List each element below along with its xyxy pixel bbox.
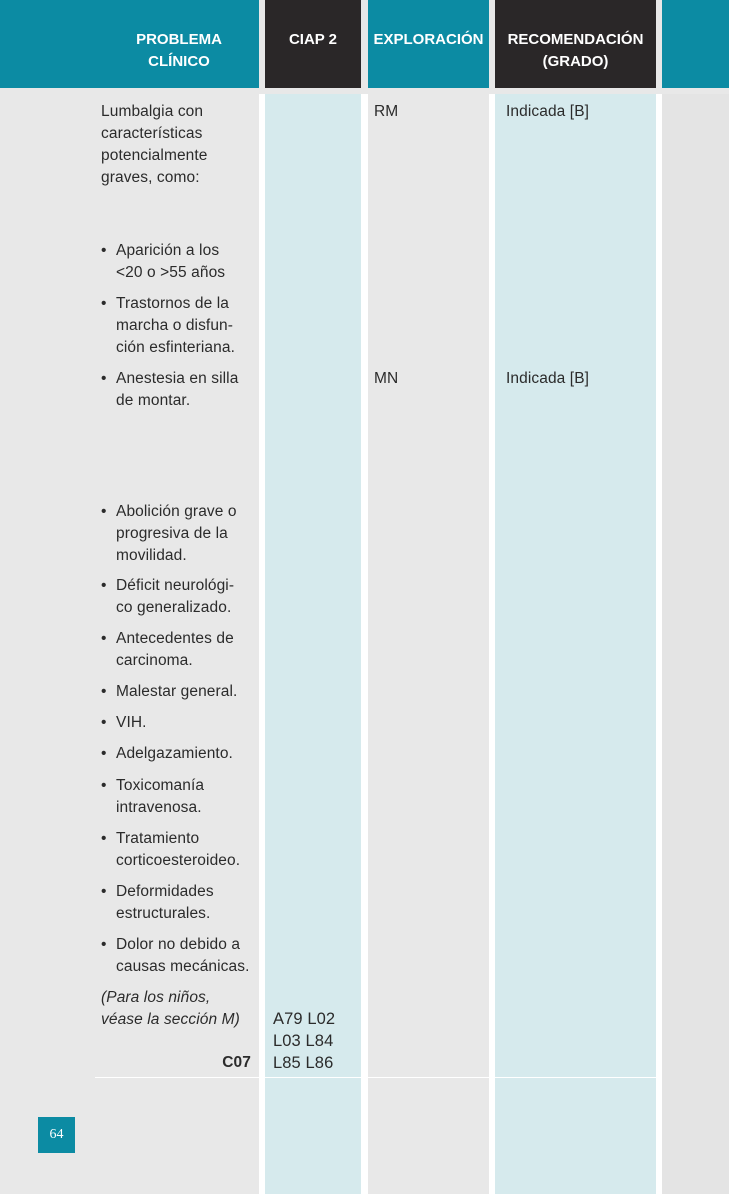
bullet-line: Trastornos de la: [116, 295, 230, 312]
section-code: C07: [222, 1054, 251, 1071]
bullet-line: Toxicomanía: [116, 777, 205, 794]
bullet-item: [101, 628, 261, 672]
bullet-dot: •: [101, 295, 107, 312]
right-edge-column: [662, 94, 729, 1194]
bullet-line: Antecedentes de: [116, 630, 234, 647]
bullet-line: ción esfinteriana.: [116, 339, 235, 356]
bullet-line: causas mecánicas.: [116, 958, 250, 975]
header-exploracion: [368, 0, 489, 88]
ciap-code-line: L03 L84: [273, 1032, 334, 1050]
bullet-line: Abolición grave o: [116, 503, 237, 520]
ciap-codes: [273, 1008, 359, 1074]
bullet-line: Malestar general.: [116, 683, 238, 700]
exploracion-mn: MN: [374, 370, 399, 387]
header-right-edge: [662, 0, 729, 88]
header-recomendacion-line1: RECOMENDACIÓN: [507, 31, 644, 48]
bullet-line: co generalizado.: [116, 599, 232, 616]
bullet-line: corticoesteroideo.: [116, 852, 241, 869]
bullet-item: [101, 501, 261, 567]
column-divider: [361, 94, 368, 1194]
recomendacion-column: [495, 94, 656, 1194]
bullet-item: [101, 775, 261, 819]
bullet-item: [101, 828, 261, 872]
intro-line: potencialmente: [101, 147, 208, 164]
header-ciap-label: CIAP 2: [288, 31, 338, 48]
recomendacion-rm: Indicada [B]: [506, 103, 590, 120]
bullet-item: [101, 368, 261, 412]
bullet-line: marcha o disfun-: [116, 317, 234, 334]
bullet-line: estructurales.: [116, 905, 211, 922]
bullet-line: movilidad.: [116, 547, 187, 564]
header-recomendacion: [495, 0, 656, 88]
bullet-line: carcinoma.: [116, 652, 193, 669]
column-divider: [489, 94, 495, 1194]
ciap-code-line: L85 L86: [273, 1054, 334, 1072]
note-line: véase la sección M): [101, 1011, 240, 1028]
recomendacion-mn: Indicada [B]: [506, 370, 590, 387]
bullet-line: Deformidades: [116, 883, 214, 900]
header-problema-line1: PROBLEMA: [136, 31, 222, 48]
bullet-dot: •: [101, 503, 107, 520]
bullet-item: [101, 712, 261, 734]
page-number-badge: 64: [38, 1117, 75, 1153]
bullet-line: <20 o >55 años: [116, 264, 226, 281]
bullet-dot: •: [101, 370, 107, 387]
intro-line: características: [101, 125, 203, 142]
header-problema-clinico: [0, 0, 259, 88]
exploracion-rm: RM: [374, 103, 399, 120]
header-exploracion-label: EXPLORACIÓN: [373, 31, 484, 48]
header-ciap: [265, 0, 361, 88]
bullet-dot: •: [101, 830, 107, 847]
bullet-dot: •: [101, 745, 107, 762]
children-note: [101, 987, 261, 1031]
bullet-line: Tratamiento: [116, 830, 200, 847]
bullet-dot: •: [101, 714, 107, 731]
bullet-item: [101, 240, 261, 284]
note-line: (Para los niños,: [101, 989, 211, 1006]
problem-intro: [101, 101, 261, 189]
bullet-line: Adelgazamiento.: [116, 745, 233, 762]
bullet-item: [101, 881, 261, 925]
column-divider: [656, 94, 662, 1194]
bullet-line: Aparición a los: [116, 242, 220, 259]
bullet-line: Anestesia en silla: [116, 370, 239, 387]
bullet-dot: •: [101, 936, 107, 953]
bullet-line: Dolor no debido a: [116, 936, 241, 953]
bullet-line: Déficit neurológi-: [116, 577, 235, 594]
bullet-dot: •: [101, 630, 107, 647]
bullet-item: [101, 293, 261, 359]
bullet-dot: •: [101, 883, 107, 900]
bullet-dot: •: [101, 242, 107, 259]
bullet-item: [101, 681, 261, 703]
header-problema-line2: CLÍNICO: [148, 53, 210, 70]
bullet-item: [101, 575, 261, 619]
bullet-item: [101, 934, 261, 978]
bullet-line: intravenosa.: [116, 799, 202, 816]
bullet-dot: •: [101, 683, 107, 700]
intro-line: Lumbalgia con: [101, 103, 204, 120]
row-separator: [95, 1077, 662, 1078]
bullet-dot: •: [101, 777, 107, 794]
bullet-item: [101, 743, 261, 765]
bullet-line: progresiva de la: [116, 525, 228, 542]
bullet-line: de montar.: [116, 392, 191, 409]
bullet-line: VIH.: [116, 714, 147, 731]
ciap-code-line: A79 L02: [273, 1010, 336, 1028]
bullet-dot: •: [101, 577, 107, 594]
header-recomendacion-line2: (GRADO): [542, 53, 609, 70]
intro-line: graves, como:: [101, 169, 200, 186]
